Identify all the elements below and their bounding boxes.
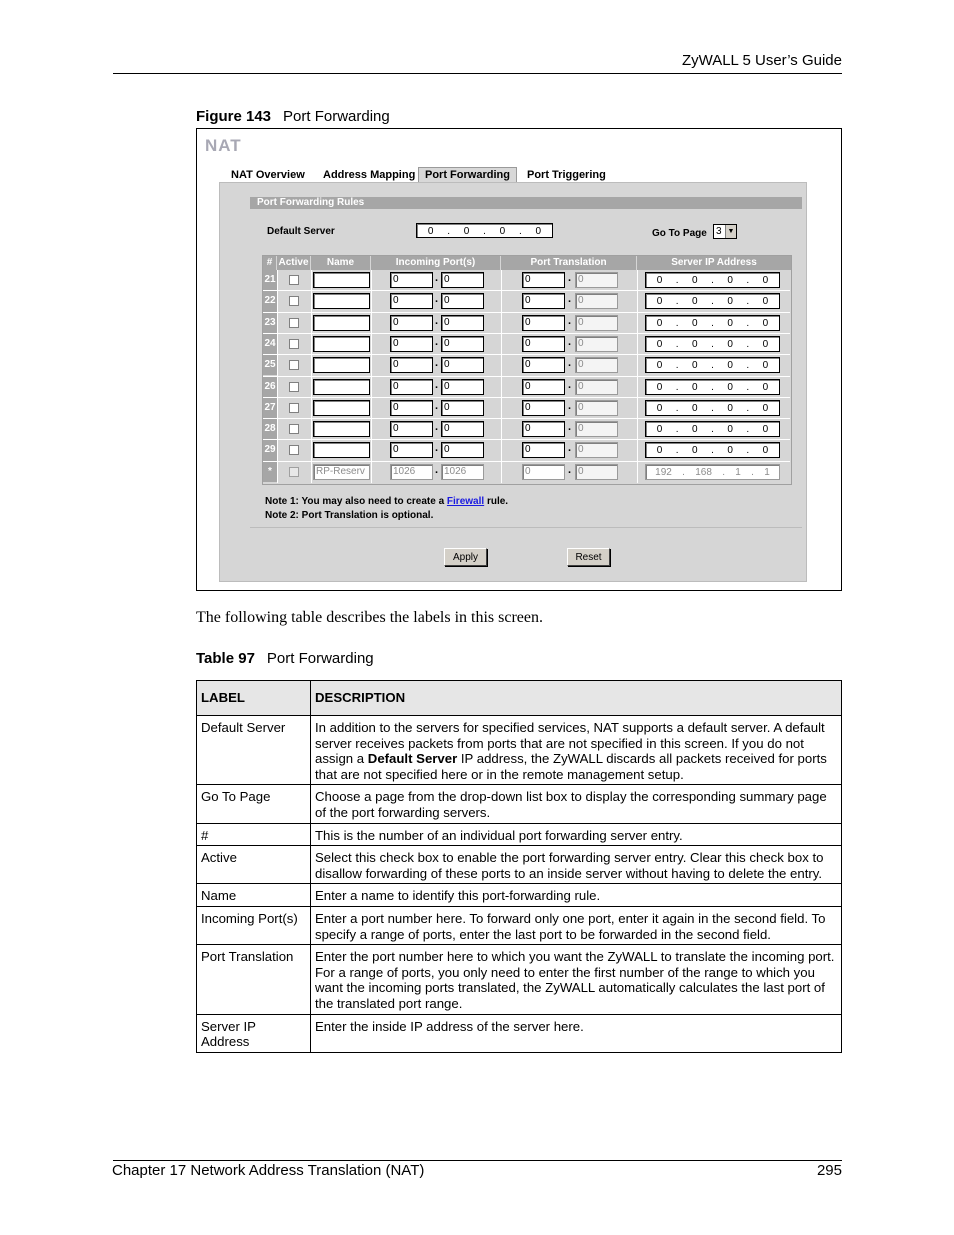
- screenshot-figure: [196, 128, 842, 591]
- translation-port-end-input[interactable]: 0: [575, 464, 618, 480]
- port-forwarding-table: [262, 255, 792, 485]
- incoming-port-end-input[interactable]: 0: [441, 272, 484, 288]
- translation-port-start-input[interactable]: 0: [522, 379, 565, 395]
- active-checkbox[interactable]: [289, 360, 299, 370]
- grid-column-line: [371, 270, 372, 483]
- grid-row-line: [263, 397, 790, 398]
- translation-port-start-input[interactable]: 0: [522, 400, 565, 416]
- port-range-separator: .: [435, 357, 439, 370]
- translation-port-start-input[interactable]: 0: [522, 272, 565, 288]
- port-range-separator: .: [435, 335, 439, 348]
- incoming-port-start-input[interactable]: 1026: [390, 464, 433, 480]
- table-row: [197, 846, 842, 884]
- default-server-label: Default Server: [267, 226, 335, 237]
- default-server-ip-input[interactable]: 0 . 0 . 0 . 0: [416, 223, 553, 238]
- port-range-separator: .: [435, 421, 439, 434]
- table-row: [197, 945, 842, 1014]
- row-number: 27: [263, 398, 277, 418]
- header-label: LABEL: [197, 681, 311, 716]
- name-input[interactable]: [313, 421, 370, 437]
- table-row: [197, 823, 842, 846]
- section-title: Port Forwarding Rules: [250, 197, 802, 209]
- go-to-page-label: Go To Page: [652, 228, 707, 239]
- incoming-port-start-input[interactable]: 0: [390, 315, 433, 331]
- grid-column-line: [311, 270, 312, 483]
- row-number: 22: [263, 291, 277, 311]
- row-label: #: [197, 823, 311, 846]
- row-label: Port Translation: [197, 945, 311, 1014]
- translation-port-start-input[interactable]: 0: [522, 315, 565, 331]
- row-number: 24: [263, 334, 277, 354]
- incoming-port-end-input[interactable]: 0: [441, 442, 484, 458]
- name-input[interactable]: RP-Reserv: [313, 464, 370, 480]
- translation-port-end-input[interactable]: 0: [575, 442, 618, 458]
- incoming-port-start-input[interactable]: 0: [390, 421, 433, 437]
- incoming-port-start-input[interactable]: 0: [390, 400, 433, 416]
- row-description: Enter a port number here. To forward only one port, enter it again in the second field. To specify a range of ports, enter the last port to be forwarded in the second field.: [311, 906, 842, 944]
- figure-title: Port Forwarding: [283, 108, 390, 125]
- note-2: Note 2: Port Translation is optional.: [265, 510, 434, 521]
- translation-port-start-input[interactable]: 0: [522, 421, 565, 437]
- col-header-name: Name: [311, 256, 371, 270]
- incoming-port-end-input[interactable]: 0: [441, 421, 484, 437]
- note-1: Note 1: You may also need to create a Firewall rule.: [265, 496, 509, 507]
- translation-port-start-input[interactable]: 0: [522, 357, 565, 373]
- grid-row-line: [263, 461, 790, 462]
- port-range-separator: .: [568, 335, 572, 348]
- grid-row-line: [263, 376, 790, 377]
- header-rule: [113, 73, 842, 74]
- translation-port-end-input[interactable]: 0: [575, 272, 618, 288]
- incoming-port-start-input[interactable]: 0: [390, 293, 433, 309]
- server-ip-input[interactable]: 0 . 0 . 0 . 0: [645, 293, 780, 309]
- active-checkbox[interactable]: [289, 296, 299, 306]
- row-label: Go To Page: [197, 785, 311, 823]
- col-header-incoming-ports: Incoming Port(s): [371, 256, 501, 270]
- guide-title: ZyWALL 5 User’s Guide: [681, 52, 842, 69]
- chapter-title: Chapter 17 Network Address Translation (NAT): [112, 1162, 425, 1179]
- grid-row-line: [263, 418, 790, 419]
- table-label: Table 97: [196, 650, 255, 667]
- port-range-separator: .: [568, 421, 572, 434]
- tab-address-mapping[interactable]: Address Mapping: [323, 169, 416, 181]
- grid-row-line: [263, 354, 790, 355]
- row-number: 29: [263, 440, 277, 460]
- grid-column-line: [637, 270, 638, 483]
- tab-port-triggering[interactable]: Port Triggering: [527, 169, 606, 181]
- row-number: *: [263, 462, 277, 482]
- row-label: Incoming Port(s): [197, 906, 311, 944]
- incoming-port-end-input[interactable]: 0: [441, 315, 484, 331]
- row-description: Enter the inside IP address of the server here.: [311, 1014, 842, 1052]
- incoming-port-start-input[interactable]: 0: [390, 379, 433, 395]
- server-ip-input[interactable]: 192 . 168 . 1 . 1: [645, 464, 780, 480]
- active-checkbox[interactable]: [289, 339, 299, 349]
- tab-port-forwarding[interactable]: Port Forwarding: [418, 167, 517, 182]
- go-to-page-value: 3: [716, 226, 722, 237]
- row-label: Server IP Address: [197, 1014, 311, 1052]
- port-range-separator: .: [435, 463, 439, 476]
- grid-column-line: [501, 270, 502, 483]
- row-number: 25: [263, 355, 277, 375]
- port-range-separator: .: [435, 272, 439, 284]
- row-description: Choose a page from the drop-down list box to display the corresponding summary page of the port forwarding servers.: [311, 785, 842, 823]
- translation-port-end-input[interactable]: 0: [575, 336, 618, 352]
- row-number: 21: [263, 270, 277, 290]
- page-number: 295: [816, 1162, 842, 1179]
- incoming-port-start-input[interactable]: 0: [390, 442, 433, 458]
- col-header-server-ip: Server IP Address: [637, 256, 791, 270]
- port-range-separator: .: [568, 463, 572, 476]
- server-ip-input[interactable]: 0 . 0 . 0 . 0: [645, 379, 780, 395]
- row-label: Active: [197, 846, 311, 884]
- row-description: Enter a name to identify this port-forwarding rule.: [311, 884, 842, 907]
- table-title: Port Forwarding: [266, 650, 374, 667]
- go-to-page-select[interactable]: [713, 224, 737, 239]
- port-range-separator: .: [568, 272, 572, 284]
- translation-port-end-input[interactable]: 0: [575, 421, 618, 437]
- name-input[interactable]: [313, 336, 370, 352]
- row-description: Enter the port number here to which you want the ZyWALL to translate the incoming port. For a range of ports, you only need to enter the first number of the range to which you want the incoming ports translated, the ZyWALL automatically calculates the last port of the translated port range.: [311, 945, 842, 1014]
- active-checkbox[interactable]: [289, 318, 299, 328]
- incoming-port-start-input[interactable]: 0: [390, 272, 433, 288]
- app-title: NAT: [205, 136, 242, 155]
- col-header-active: Active: [277, 256, 311, 270]
- incoming-port-start-input[interactable]: 0: [390, 336, 433, 352]
- name-input[interactable]: [313, 272, 370, 288]
- row-label: Name: [197, 884, 311, 907]
- translation-port-end-input[interactable]: 0: [575, 357, 618, 373]
- port-range-separator: .: [435, 314, 439, 327]
- port-range-separator: .: [568, 399, 572, 412]
- footer-rule: [113, 1160, 842, 1161]
- grid-row-line: [263, 290, 790, 291]
- grid-column-line: [277, 270, 278, 483]
- server-ip-input[interactable]: 0 . 0 . 0 . 0: [645, 357, 780, 373]
- col-header-port-translation: Port Translation: [501, 256, 637, 270]
- header-description: DESCRIPTION: [311, 681, 842, 716]
- name-input[interactable]: [313, 293, 370, 309]
- row-description: This is the number of an individual port forwarding server entry.: [311, 823, 842, 846]
- table-row: [197, 1014, 842, 1052]
- active-checkbox[interactable]: [289, 467, 299, 477]
- port-range-separator: .: [568, 314, 572, 327]
- reset-button[interactable]: Reset: [567, 548, 610, 566]
- server-ip-input[interactable]: 0 . 0 . 0 . 0: [645, 421, 780, 437]
- firewall-link[interactable]: Firewall: [446, 496, 485, 507]
- port-range-separator: .: [435, 293, 439, 306]
- server-ip-input[interactable]: 0 . 0 . 0 . 0: [645, 442, 780, 458]
- row-label: Default Server: [197, 716, 311, 785]
- translation-port-end-input[interactable]: 0: [575, 293, 618, 309]
- tab-nat-overview[interactable]: NAT Overview: [231, 169, 305, 181]
- port-range-separator: .: [568, 442, 572, 455]
- active-checkbox[interactable]: [289, 403, 299, 413]
- incoming-port-end-input[interactable]: 0: [441, 336, 484, 352]
- table-header-row: [197, 681, 842, 716]
- divider: [250, 527, 802, 528]
- incoming-port-end-input[interactable]: 1026: [441, 464, 484, 480]
- active-checkbox[interactable]: [289, 445, 299, 455]
- row-description: In addition to the servers for specified services, NAT supports a default server. A default server receives packets from ports that are not specified in this screen. If you do not assign a Default Server IP address, the ZyWALL discards all packets received for ports that are not specified here or in the remote management setup.: [311, 716, 842, 785]
- translation-port-end-input[interactable]: 0: [575, 379, 618, 395]
- figure-label: Figure 143: [196, 108, 272, 125]
- server-ip-input[interactable]: 0 . 0 . 0 . 0: [645, 400, 780, 416]
- apply-button[interactable]: Apply: [444, 548, 487, 566]
- port-range-separator: .: [568, 357, 572, 370]
- translation-port-end-input[interactable]: 0: [575, 315, 618, 331]
- row-number: 26: [263, 377, 277, 397]
- port-range-separator: .: [435, 378, 439, 391]
- incoming-port-end-input[interactable]: 0: [441, 379, 484, 395]
- name-input[interactable]: [313, 442, 370, 458]
- name-input[interactable]: [313, 315, 370, 331]
- translation-port-end-input[interactable]: 0: [575, 400, 618, 416]
- row-number: 28: [263, 419, 277, 439]
- table-caption: [196, 650, 374, 667]
- port-range-separator: .: [568, 378, 572, 391]
- port-range-separator: .: [568, 293, 572, 306]
- grid-row-line: [263, 439, 790, 440]
- description-table: [196, 680, 842, 1053]
- row-description: Select this check box to enable the port forwarding server entry. Clear this check box to disallow forwarding of these ports to an inside server without having to delete the entry.: [311, 846, 842, 884]
- server-ip-input[interactable]: 0 . 0 . 0 . 0: [645, 336, 780, 352]
- name-input[interactable]: [313, 400, 370, 416]
- server-ip-input[interactable]: 0 . 0 . 0 . 0: [645, 315, 780, 331]
- figure-caption: [196, 108, 390, 125]
- chevron-down-icon: ▼: [725, 225, 736, 238]
- port-range-separator: .: [435, 399, 439, 412]
- active-checkbox[interactable]: [289, 424, 299, 434]
- grid-row-line: [263, 333, 790, 334]
- port-range-separator: .: [435, 442, 439, 455]
- col-header-number: #: [263, 256, 277, 270]
- translation-port-start-input[interactable]: 0: [522, 336, 565, 352]
- name-input[interactable]: [313, 357, 370, 373]
- grid-row-line: [263, 312, 790, 313]
- incoming-port-end-input[interactable]: 0: [441, 293, 484, 309]
- table-row: [197, 716, 842, 785]
- name-input[interactable]: [313, 379, 370, 395]
- port-forwarding-panel: [219, 182, 807, 582]
- translation-port-start-input[interactable]: 0: [522, 442, 565, 458]
- intro-paragraph: The following table describes the labels in this screen.: [196, 609, 544, 626]
- translation-port-start-input[interactable]: 0: [522, 464, 565, 480]
- server-ip-input[interactable]: 0 . 0 . 0 . 0: [645, 272, 780, 288]
- incoming-port-end-input[interactable]: 0: [441, 400, 484, 416]
- incoming-port-end-input[interactable]: 0: [441, 357, 484, 373]
- table-row: [197, 906, 842, 944]
- table-row: [197, 785, 842, 823]
- row-number: 23: [263, 313, 277, 333]
- translation-port-start-input[interactable]: 0: [522, 293, 565, 309]
- table-row: [197, 884, 842, 907]
- active-checkbox[interactable]: [289, 275, 299, 285]
- active-checkbox[interactable]: [289, 382, 299, 392]
- incoming-port-start-input[interactable]: 0: [390, 357, 433, 373]
